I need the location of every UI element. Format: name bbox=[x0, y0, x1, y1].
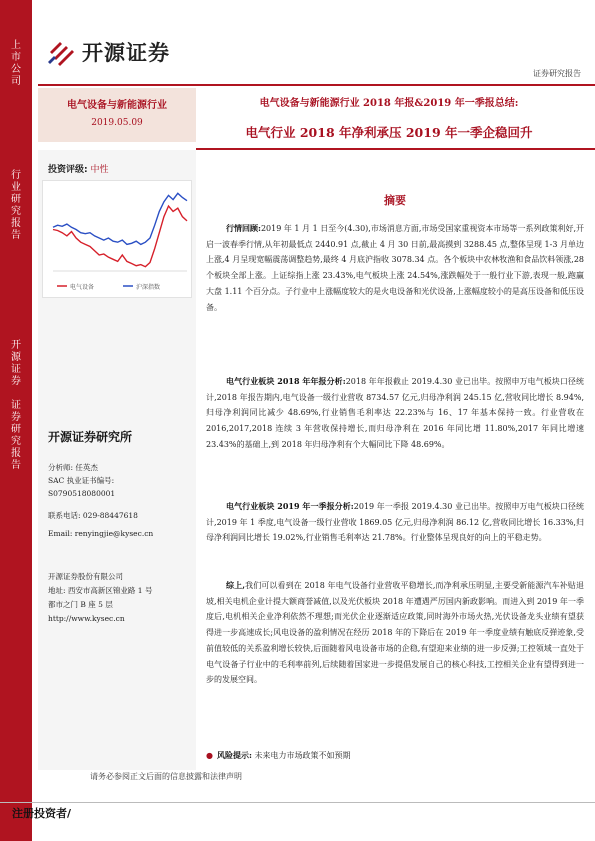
annual-report-paragraph bbox=[206, 374, 584, 453]
annual-report-lead: 电气行业板块 2018 年年报分析: bbox=[226, 376, 346, 386]
rating-value: 中性 bbox=[90, 165, 109, 175]
analyst-line: 分析师: 任英杰 bbox=[48, 463, 98, 472]
address-line-2: 都市之门 B 座 5 层 bbox=[48, 600, 113, 609]
risk-text: 未来电力市场政策不如预期 bbox=[254, 751, 351, 760]
conclusion-lead: 综上, bbox=[226, 580, 245, 590]
sac-number: S0790518080001 bbox=[48, 489, 116, 498]
performance-chart bbox=[42, 180, 192, 298]
conclusion-paragraph bbox=[206, 578, 584, 688]
header-divider bbox=[38, 84, 595, 86]
annual-report-text: 2018 年年报截止 2019.4.30 业已出毕。按照申万电气板块口径统计,2018 年报告期内,电气设备一级行业营收 8734.57 亿元,归母净利润 245.15 亿,营收同比增长 8.94%,归母净利润同比减少 48.69%,行业销售毛利率达 22.23%与 16、17 年基本保持一致。行业营收在 2016,2017,2018 连续 3 年营收保持增长,而归母净利在 2016 年同比增 11.80%,2017 年同比增速 23.43%的基础上,到 2018 年归母净利有个大幅同比下降 48.69%。 bbox=[206, 377, 585, 449]
left-column bbox=[38, 150, 196, 770]
left-sidebar bbox=[0, 0, 32, 841]
market-review-text: 2019 年 1 月 1 日至今(4.30),市场消息方面,市场受国家重视资本市场等一系列政策利好,开启一波春季行情,从年初最低点 2440.91 点,截止 4 月 30 日前,最高摸到 3288.45 点,整体呈现 1-3 月单边上涨,4 月呈现宽幅震荡调整趋势,最终 4 月底沪指收 3078.34 点。各个板块中农林牧渔和食品饮料领涨,28 个板块全部上涨。上证综指上涨 23.43%,电气板块上涨 24.54%,涨跌幅处于一般行业下游,表现一般,跑赢大盘 1.11 个百分点。子行业中上涨幅度较大的是火电设备和光伏设备,上涨幅度较小的是高压设备和低压设备。 bbox=[206, 224, 585, 312]
company-info bbox=[48, 570, 194, 626]
market-review-paragraph bbox=[206, 221, 584, 315]
institute-name: 开源证券研究所 bbox=[48, 430, 133, 444]
logo-text: 开源证券 bbox=[82, 41, 170, 65]
address-line-1: 地址: 西安市高新区锦业路 1 号 bbox=[48, 586, 153, 595]
sidebar-industry-research: 行 业 研 究 报 告 bbox=[11, 170, 21, 241]
title-divider bbox=[196, 148, 595, 150]
q1-report-lead: 电气行业板块 2019 年一季报分析: bbox=[226, 501, 354, 511]
footer-text: 注册投资者/ bbox=[12, 807, 72, 820]
disclaimer: 请务必参阅正文后面的信息披露和法律声明 bbox=[90, 772, 242, 781]
q1-report-paragraph bbox=[206, 499, 584, 546]
sidebar-listed-company: 上 市 公 司 bbox=[11, 40, 21, 87]
risk-warning bbox=[206, 750, 350, 761]
industry-label: 电气设备与新能源行业 bbox=[67, 100, 167, 111]
q1-report-text: 2019 年一季报 2019.4.30 业已出毕。按照申万电气板块口径统计,2019 年 1 季度,电气设备一级行业营收 1869.05 亿元,归母净利润 86.12 亿,营收同比增长 16.33%,归母净利润同比增长 19.02%,行业销售毛利率达 21.78%。行业整体呈现良好的向上的平稳走势。 bbox=[206, 502, 584, 543]
brand-logo bbox=[46, 36, 170, 68]
rating-label: 投资评级: bbox=[48, 165, 88, 175]
investment-rating bbox=[48, 162, 109, 175]
chart-series-line-1 bbox=[53, 193, 187, 244]
info-box bbox=[38, 88, 196, 142]
risk-lead: 风险提示: bbox=[216, 750, 252, 760]
sidebar-firm-label: 开 源 证 券 证 券 研 究 报 告 bbox=[11, 340, 21, 471]
chart-legend-label-1: 沪深指数 bbox=[136, 284, 161, 291]
logo-mark-icon bbox=[46, 38, 76, 66]
chart-svg bbox=[43, 181, 193, 299]
footer-divider bbox=[0, 802, 595, 803]
report-subtitle: 电气设备与新能源行业 2018 年报&2019 年一季报总结: bbox=[259, 98, 519, 109]
chart-legend-label-0: 电气设备 bbox=[70, 284, 95, 291]
chart-series-line-0 bbox=[53, 206, 187, 267]
company-name: 开源证券股份有限公司 bbox=[48, 572, 123, 581]
report-title: 电气行业 2018 年净利承压 2019 年一季企稳回升 bbox=[245, 125, 533, 140]
summary-heading: 摘要 bbox=[384, 194, 406, 207]
bullet-icon: ● bbox=[206, 751, 213, 760]
report-type: 证券研究报告 bbox=[533, 69, 581, 78]
sac-line: SAC 执业证书编号: bbox=[48, 476, 115, 485]
report-date: 2019.05.09 bbox=[91, 118, 143, 128]
phone-line: 联系电话: 029-88447618 bbox=[48, 511, 138, 520]
company-website[interactable]: http://www.kysec.cn bbox=[48, 614, 125, 623]
conclusion-text: 我们可以看到在 2018 年电气设备行业营收平稳增长,而净利承压明显,主要受新能源汽车补贴退坡,相关电机企业计提大额商誉减值,以及光伏板块 2018 年遭遇严厉国内新政影响。而进入到 2019 年一季度后,电机相关企业净利依然不理想;而光伏企业逐渐适应政策,同时海外市场火热,光伏设备龙头业绩有望获得进一步高速成长;风电设备的盈利情况在经历 2018 年的下降后在 2019 年一季度业绩有触底反弹迹象,受前值较低的关系盈利增长较快,后面随着风电设备市场的企稳,有望迎来业绩的进一步反弹;工控领域一直处于电气设备子行业中的毛利率前列,后续随着国家进一步提倡发展自己的核心科技,工控相关企业有望得到进一步的发展空间。 bbox=[206, 581, 584, 685]
market-review-lead: 行情回顾: bbox=[226, 223, 261, 233]
email-line: Email: renyingjie@kysec.cn bbox=[48, 529, 154, 538]
